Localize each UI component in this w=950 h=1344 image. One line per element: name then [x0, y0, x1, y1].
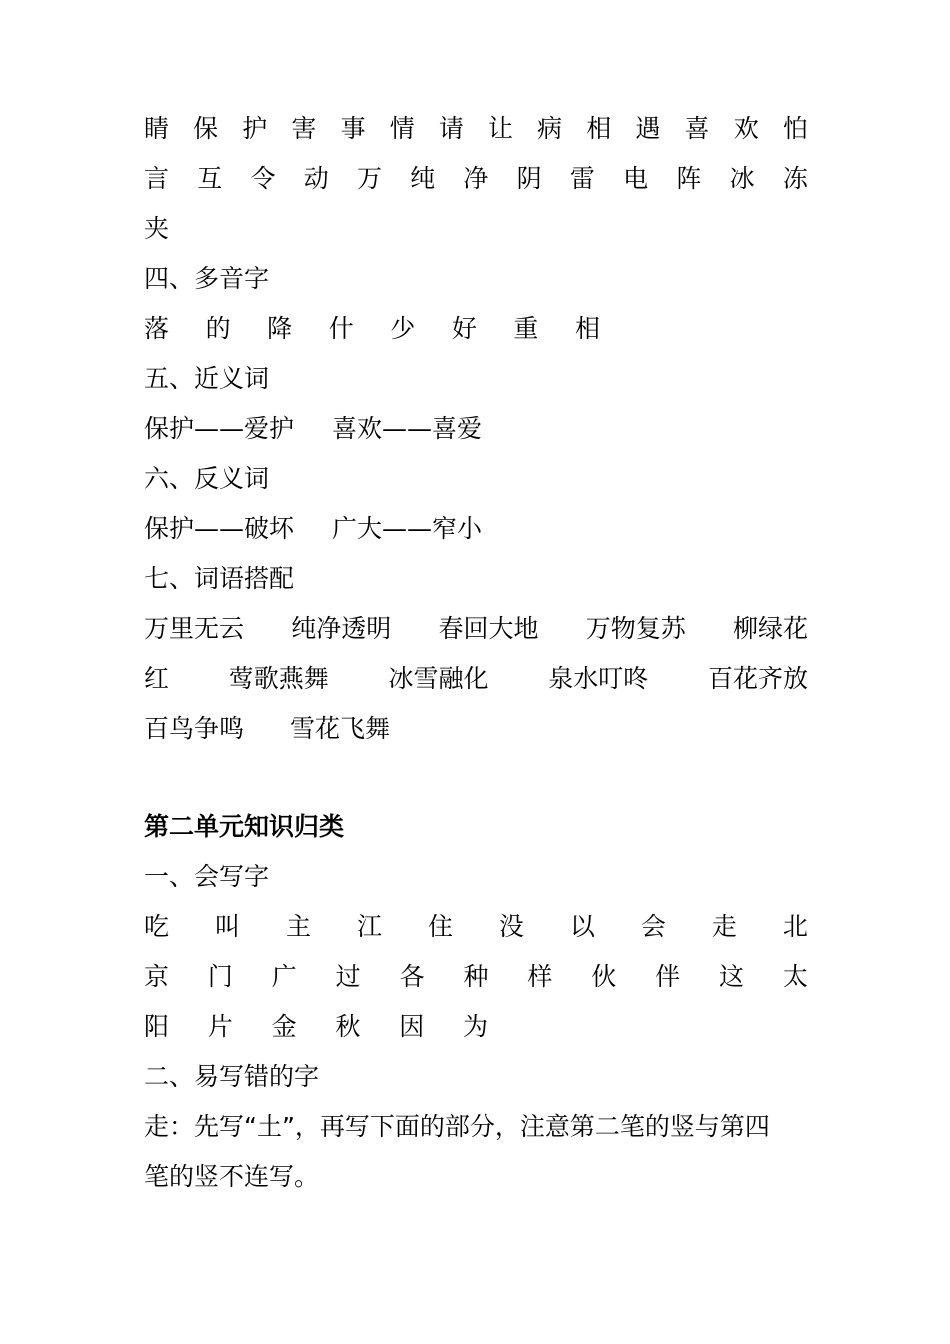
char: 以	[569, 912, 595, 941]
char: 各	[399, 962, 425, 991]
char: 喜	[684, 114, 710, 143]
char: 因	[399, 1012, 425, 1041]
synonym-pair: 喜欢——喜爱	[332, 414, 483, 443]
antonym-heading: 六、反义词	[144, 464, 270, 493]
collocation: 柳绿花	[732, 614, 808, 643]
char: 夹	[144, 214, 170, 243]
char: 互	[197, 164, 223, 193]
char: 门	[207, 962, 233, 991]
synonym-heading: 五、近义词	[144, 364, 270, 393]
char: 事	[340, 114, 366, 143]
section-title: 第二单元知识归类	[144, 812, 345, 841]
char: 阴	[516, 164, 542, 193]
char: 住	[427, 912, 453, 941]
char: 怕	[782, 114, 808, 143]
char: 种	[463, 962, 489, 991]
char: 病	[537, 114, 563, 143]
antonyms-row	[144, 512, 808, 546]
chars-row-2	[144, 162, 808, 196]
polyphone-char: 降	[267, 314, 293, 343]
polyphones-row	[144, 312, 600, 346]
synonyms-row	[144, 412, 808, 446]
polyphone-heading: 四、多音字	[144, 264, 270, 293]
collocation-heading: 七、词语搭配	[144, 564, 295, 593]
antonym-pair: 广大——窄小	[332, 514, 483, 543]
char: 广	[271, 962, 297, 991]
polyphone-char: 什	[328, 314, 354, 343]
char: 太	[782, 962, 808, 991]
antonym-pair: 保护——破坏	[144, 514, 295, 543]
error-heading: 二、易写错的字	[144, 1062, 320, 1091]
char: 金	[271, 1012, 297, 1041]
char: 吃	[144, 912, 170, 941]
char: 冰	[729, 164, 755, 193]
chars-row-3	[144, 212, 808, 246]
error-note-line-2: 笔的竖不连写。	[144, 1162, 320, 1191]
char: 动	[303, 164, 329, 193]
char: 片	[207, 1012, 233, 1041]
char: 会	[640, 912, 666, 941]
collocation: 红	[144, 664, 170, 693]
char: 雷	[569, 164, 595, 193]
char: 北	[782, 912, 808, 941]
char: 江	[356, 912, 382, 941]
collocations-row-2	[144, 662, 808, 696]
collocation: 春回大地	[438, 614, 539, 643]
char: 伴	[655, 962, 681, 991]
polyphone-char: 好	[451, 314, 477, 343]
char: 走	[711, 912, 737, 941]
char: 令	[250, 164, 276, 193]
char: 这	[719, 962, 745, 991]
char: 相	[586, 114, 612, 143]
char: 睛	[144, 114, 170, 143]
char: 样	[527, 962, 553, 991]
polyphone-char: 重	[513, 314, 539, 343]
polyphone-char: 落	[144, 314, 170, 343]
synonym-pair: 保护——爱护	[144, 414, 295, 443]
char: 保	[193, 114, 219, 143]
char: 阵	[676, 164, 702, 193]
char: 京	[144, 962, 170, 991]
polyphone-char: 少	[390, 314, 416, 343]
char: 净	[463, 164, 489, 193]
collocation: 雪花飞舞	[290, 714, 391, 743]
char: 遇	[635, 114, 661, 143]
collocations-row-3	[144, 712, 808, 746]
collocation: 纯净透明	[291, 614, 392, 643]
collocation: 泉水叮咚	[548, 664, 649, 693]
collocation: 莺歌燕舞	[228, 664, 329, 693]
char: 欢	[733, 114, 759, 143]
write-heading: 一、会写字	[144, 862, 270, 891]
polyphone-char: 相	[574, 314, 600, 343]
char: 纯	[410, 164, 436, 193]
collocation: 百鸟争鸣	[144, 714, 245, 743]
char: 阳	[144, 1012, 170, 1041]
char: 主	[285, 912, 311, 941]
char: 情	[389, 114, 415, 143]
char: 害	[291, 114, 317, 143]
char: 冻	[782, 164, 808, 193]
char: 没	[498, 912, 524, 941]
char: 伙	[591, 962, 617, 991]
char: 护	[242, 114, 268, 143]
write-chars-row-1	[144, 910, 808, 944]
polyphone-char: 的	[205, 314, 231, 343]
collocations-row-1	[144, 612, 808, 646]
char: 请	[438, 114, 464, 143]
char: 电	[623, 164, 649, 193]
char: 万	[356, 164, 382, 193]
char: 过	[335, 962, 361, 991]
char: 为	[462, 1012, 488, 1041]
collocation: 冰雪融化	[388, 664, 489, 693]
collocation: 百花齐放	[707, 664, 808, 693]
write-chars-row-2	[144, 960, 808, 994]
char: 叫	[214, 912, 240, 941]
collocation: 万物复苏	[585, 614, 686, 643]
char: 言	[144, 164, 170, 193]
chars-row-1	[144, 112, 808, 146]
char: 让	[487, 114, 513, 143]
collocation: 万里无云	[144, 614, 245, 643]
char: 秋	[335, 1012, 361, 1041]
error-note-line-1: 走：先写“土”，再写下面的部分，注意第二笔的竖与第四	[144, 1112, 770, 1141]
write-chars-row-3	[144, 1010, 488, 1044]
